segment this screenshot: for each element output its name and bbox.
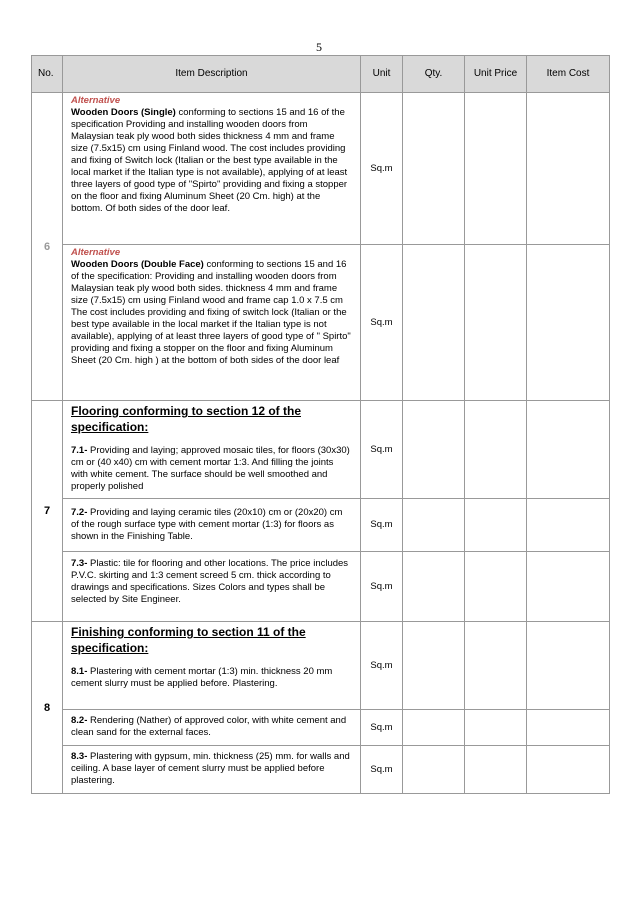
item-unit: Sq.m (361, 245, 403, 401)
header-row (32, 56, 610, 93)
unit-price-cell (465, 401, 527, 499)
item-text: Plastering with gypsum, min. thickness (25) mm. for walls and ceiling. A base layer of cement slurry must be applied before plastering. (71, 751, 350, 786)
alternative-label: Alternative (71, 95, 121, 106)
item-unit: Sq.m (361, 93, 403, 245)
table-row (32, 552, 610, 622)
item-title: Wooden Doors (Single) (71, 107, 176, 118)
item-text: Rendering (Nather) of approved color, with white cement and clean sand for the external faces. (71, 715, 347, 738)
item-unit: Sq.m (361, 499, 403, 552)
item-description (63, 622, 361, 710)
item-number: 7 (32, 401, 63, 622)
header-item-cost: Item Cost (527, 56, 610, 93)
page-number: 5 (316, 40, 322, 54)
table-row (32, 622, 610, 710)
item-code: 8.1- (71, 666, 88, 677)
unit-price-cell (465, 552, 527, 622)
unit-price-cell (465, 499, 527, 552)
item-unit: Sq.m (361, 710, 403, 746)
unit-price-cell (465, 710, 527, 746)
item-unit: Sq.m (361, 552, 403, 622)
item-description (63, 746, 361, 794)
item-unit: Sq.m (361, 401, 403, 499)
header-no: No. (32, 56, 63, 93)
item-cost-cell (527, 93, 610, 245)
qty-cell (403, 710, 465, 746)
item-description (63, 710, 361, 746)
item-description (63, 401, 361, 499)
item-code: 7.2- (71, 507, 88, 518)
item-cost-cell (527, 552, 610, 622)
item-code: 8.3- (71, 751, 88, 762)
unit-price-cell (465, 245, 527, 401)
unit-price-cell (465, 93, 527, 245)
item-description (63, 245, 361, 401)
item-cost-cell (527, 746, 610, 794)
item-description (63, 93, 361, 245)
item-cost-cell (527, 622, 610, 710)
header-unit: Unit (361, 56, 403, 93)
header-description: Item Description (63, 56, 361, 93)
qty-cell (403, 93, 465, 245)
item-cost-cell (527, 499, 610, 552)
table-row (32, 746, 610, 794)
item-text: Plastic: tile for flooring and other locations. The price includes P.V.C. skirting and 1:3 cement screed 5 cm. thick according to drawings and specifications. Sizes Colors and types shall be selected by Site Engineer. (71, 558, 349, 605)
item-text: conforming to sections 15 and 16 of the specification: Providing and installing wooden doors from Malaysian teak ply wood both sides. thickness 4 mm and frame size (7.5x15) cm using Finland wood and frame cap 1.0 x 7.5 cm The cost includes providing and fixing of switch lock (Italian or the best type available in the local market if the Italian type is not available), applying of at least three layers of good type of " Spirto" providing and fixing a stopper on the floor and fixing Aluminum Sheet (20 Cm. high ) at the bottom of both sides of the door leaf (71, 259, 351, 366)
item-text: conforming to sections 15 and 16 of the specification Providing and installing wooden doors from Malaysian teak ply wood both sides thickness 4 mm and frame size (7.5x15) cm using Finland wood. The cost includes providing and fixing of Switch lock (Italian or the best type available in the local market if the Italian type is not available), applying of at least three layers of good type of "Spirto" providing and fixing a stopper on the floor and fixing Aluminum Sheet (20 Cm. high) at the bottom. Of both sides of the door leaf. (71, 107, 348, 214)
table-row (32, 93, 610, 245)
item-cost-cell (527, 245, 610, 401)
header-unit-price: Unit Price (465, 56, 527, 93)
table-row (32, 499, 610, 552)
unit-price-cell (465, 622, 527, 710)
item-text: Plastering with cement mortar (1:3) min. thickness 20 mm cement slurry must be applied before. Plastering. (71, 666, 333, 689)
qty-cell (403, 245, 465, 401)
bill-of-quantities-table (31, 55, 610, 794)
item-number: 6 (32, 93, 63, 401)
item-cost-cell (527, 401, 610, 499)
qty-cell (403, 746, 465, 794)
qty-cell (403, 552, 465, 622)
alternative-label: Alternative (71, 247, 121, 258)
item-cost-cell (527, 710, 610, 746)
section-heading: Finishing conforming to section 11 of the specification: (71, 625, 306, 655)
table-row (32, 401, 610, 499)
item-unit: Sq.m (361, 746, 403, 794)
qty-cell (403, 401, 465, 499)
item-code: 7.1- (71, 445, 88, 456)
item-text: Providing and laying ceramic tiles (20x10) cm or (20x20) cm of the rough surface type with cement mortar (1:3) for floors as shown in the Finishing Table. (71, 507, 343, 542)
qty-cell (403, 622, 465, 710)
table-row (32, 245, 610, 401)
item-text: Providing and laying; approved mosaic tiles, for floors (30x30) cm or (40 x40) cm with cement mortar 1:3. And filling the joints with white cement. The surface should be well smoothed and properly polished (71, 445, 350, 492)
item-title: Wooden Doors (Double Face) (71, 259, 204, 270)
item-number: 8 (32, 622, 63, 794)
item-code: 8.2- (71, 715, 88, 726)
section-heading: Flooring conforming to section 12 of the specification: (71, 404, 301, 434)
item-description (63, 499, 361, 552)
unit-price-cell (465, 746, 527, 794)
header-qty: Qty. (403, 56, 465, 93)
item-unit: Sq.m (361, 622, 403, 710)
table-row (32, 710, 610, 746)
qty-cell (403, 499, 465, 552)
item-code: 7.3- (71, 558, 88, 569)
item-description (63, 552, 361, 622)
